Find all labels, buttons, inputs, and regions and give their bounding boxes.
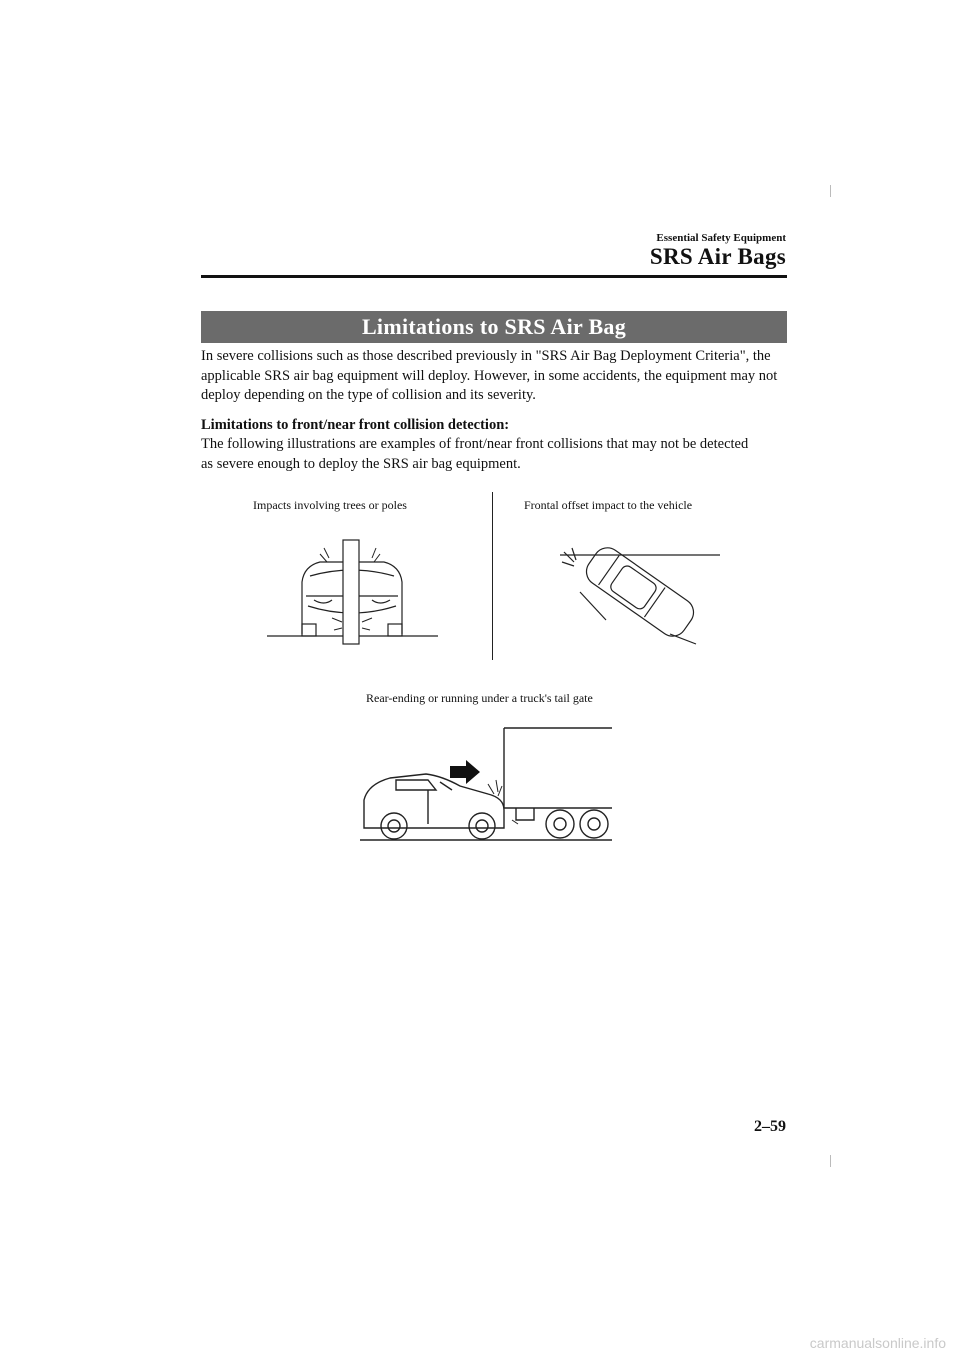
chapter-title: SRS Air Bags xyxy=(649,244,786,269)
subheading: Limitations to front/near front collision detection: xyxy=(201,417,510,433)
figure-divider xyxy=(492,492,493,660)
section-label: Essential Safety Equipment xyxy=(656,232,786,244)
offset-impact-caption: Frontal offset impact to the vehicle xyxy=(524,498,693,512)
crop-mark-top xyxy=(830,185,831,197)
footer-watermark: carmanualsonline.info xyxy=(809,1335,946,1351)
truck-underride-illustration xyxy=(356,724,614,846)
pole-impact-caption: Impacts involving trees or poles xyxy=(253,498,407,512)
section-title-banner: Limitations to SRS Air Bag xyxy=(201,311,787,343)
truck-impact-caption: Rear-ending or running under a truck's tail gate xyxy=(366,691,593,705)
intro-paragraph: In severe collisions such as those described previously in "SRS Air Bag Deployment Criteria", the applicable SRS air bag equipment will deploy. However, in some accidents, the equipment may not deploy depending on the type of collision and its severity. xyxy=(201,348,778,403)
pole-impact-illustration xyxy=(262,536,442,648)
offset-impact-illustration xyxy=(560,544,724,652)
page-number: 2–59 xyxy=(754,1118,786,1135)
crop-mark-bottom xyxy=(830,1155,831,1167)
header-rule xyxy=(201,275,787,278)
subtext-paragraph: The following illustrations are examples of front/near front collisions that may not be detected as severe enough to deploy the SRS air bag equipment. xyxy=(201,436,749,472)
